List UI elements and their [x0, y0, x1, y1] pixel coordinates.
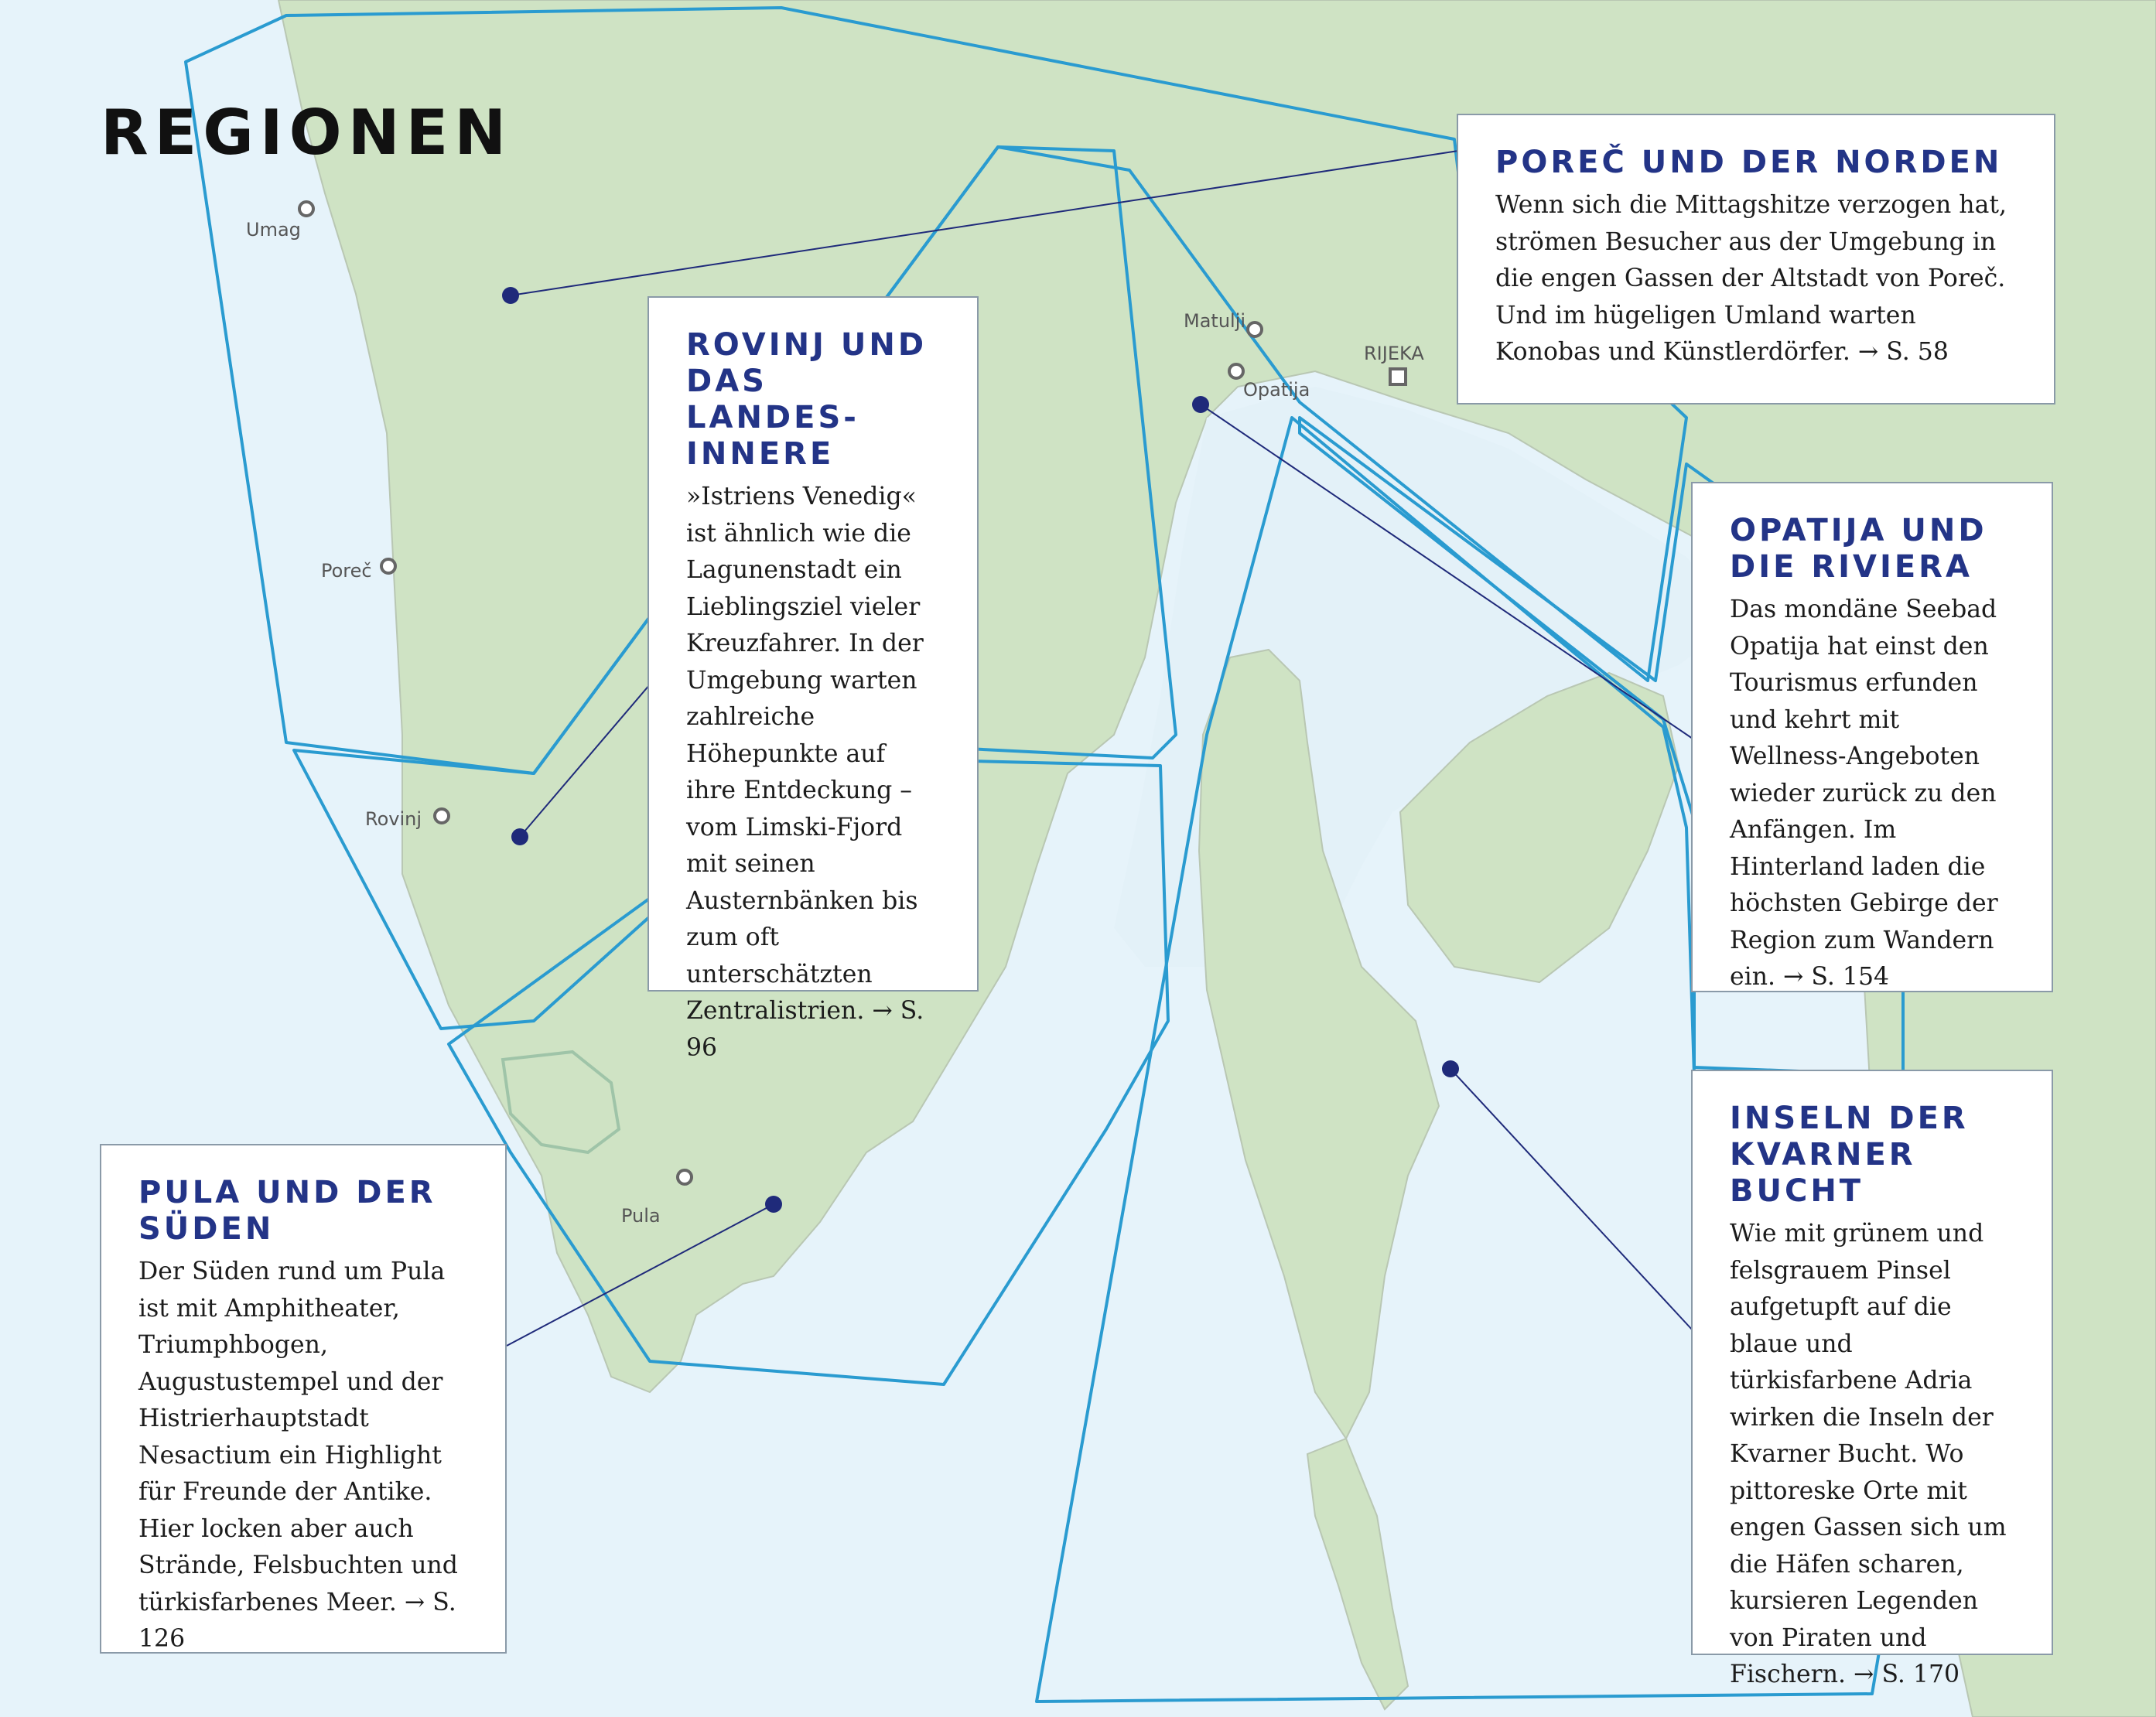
region-box-opatija[interactable]: [1691, 482, 2053, 992]
region-text: Der Süden rund um Pula ist mit Amphitheater, Triumphbogen, Augustustempel und der Histrierhauptstadt Nesactium ein Highlight für Freunde der Antike. Hier locken aber auch Strände, Felsbuchten und türkisfarbenes Meer. → S. 126: [138, 1258, 458, 1653]
region-marker-kvarner[interactable]: [1442, 1060, 1459, 1077]
town-label-matulji: Matulji: [1184, 310, 1246, 332]
town-dot-rovinj: [435, 809, 449, 823]
region-title: OPATIJA UND DIE RIVIERA: [1730, 513, 1987, 585]
town-dot-umag: [299, 202, 313, 216]
town-dot-porec: [381, 559, 395, 573]
region-box-kvarner[interactable]: [1691, 1070, 2053, 1688]
town-label-rovinj: Rovinj: [365, 808, 422, 830]
region-title: ROVINJ UND DAS LANDES-INNERE: [686, 327, 928, 472]
town-dot-opatija: [1229, 364, 1243, 378]
town-label-umag: Umag: [246, 219, 301, 241]
region-marker-pula[interactable]: [765, 1196, 782, 1213]
region-marker-porec[interactable]: [502, 287, 519, 304]
region-title: POREČ UND DER NORDEN: [1495, 145, 2003, 180]
region-title: PULA UND DER SÜDEN: [138, 1175, 436, 1247]
region-box-rovinj[interactable]: [647, 296, 979, 1062]
region-text: Wenn sich die Mittagshitze verzogen hat, strömen Besucher aus der Umgebung in die engen Gassen der Altstadt von Poreč. Und im hügeligen Umland warten Konobas und Künstlerdörfer. → S. 58: [1495, 191, 2007, 366]
region-box-porec[interactable]: [1457, 114, 2055, 405]
town-label-opatija: Opatija: [1243, 379, 1310, 401]
town-dot-rijeka: [1390, 369, 1406, 384]
town-dot-pula: [678, 1170, 692, 1184]
town-label-rijeka: RIJEKA: [1364, 343, 1424, 364]
region-text: Wie mit grünem und felsgrauem Pinsel aufgetupft auf die blaue und türkisfarbene Adria wirken die Inseln der Kvarner Bucht. Wo pittoreske Orte mit engen Gassen sich um die Häfen scharen, kursieren Legenden von Piraten und Fischern. → S. 170: [1730, 1220, 2007, 1688]
page-title: REGIONEN: [101, 97, 513, 169]
region-text: Das mondäne Seebad Opatija hat einst den Tourismus erfunden und kehrt mit Wellness-Angeboten wieder zurück zu den Anfängen. Im Hinterland laden die höchsten Gebirge der Region zum Wandern ein. → S. 154: [1730, 596, 1998, 991]
town-dot-matulji: [1248, 323, 1262, 336]
region-box-pula[interactable]: [100, 1144, 507, 1654]
region-text: »Istriens Venedig« ist ähnlich wie die Lagunenstadt ein Lieblingsziel vieler Kreuzfahrer. In der Umgebung warten zahlreiche Höhepunkte auf ihre Entdeckung – vom Limski-Fjord mit seinen Austernbänken bis zum oft unterschätzten Zentralistrien. → S. 96: [686, 483, 924, 1062]
region-title: INSELN DER KVARNER BUCHT: [1730, 1101, 1969, 1209]
town-label-pula: Pula: [621, 1205, 661, 1227]
region-marker-opatija[interactable]: [1192, 396, 1209, 413]
town-label-porec: Poreč: [321, 560, 372, 582]
region-marker-rovinj[interactable]: [511, 828, 528, 845]
